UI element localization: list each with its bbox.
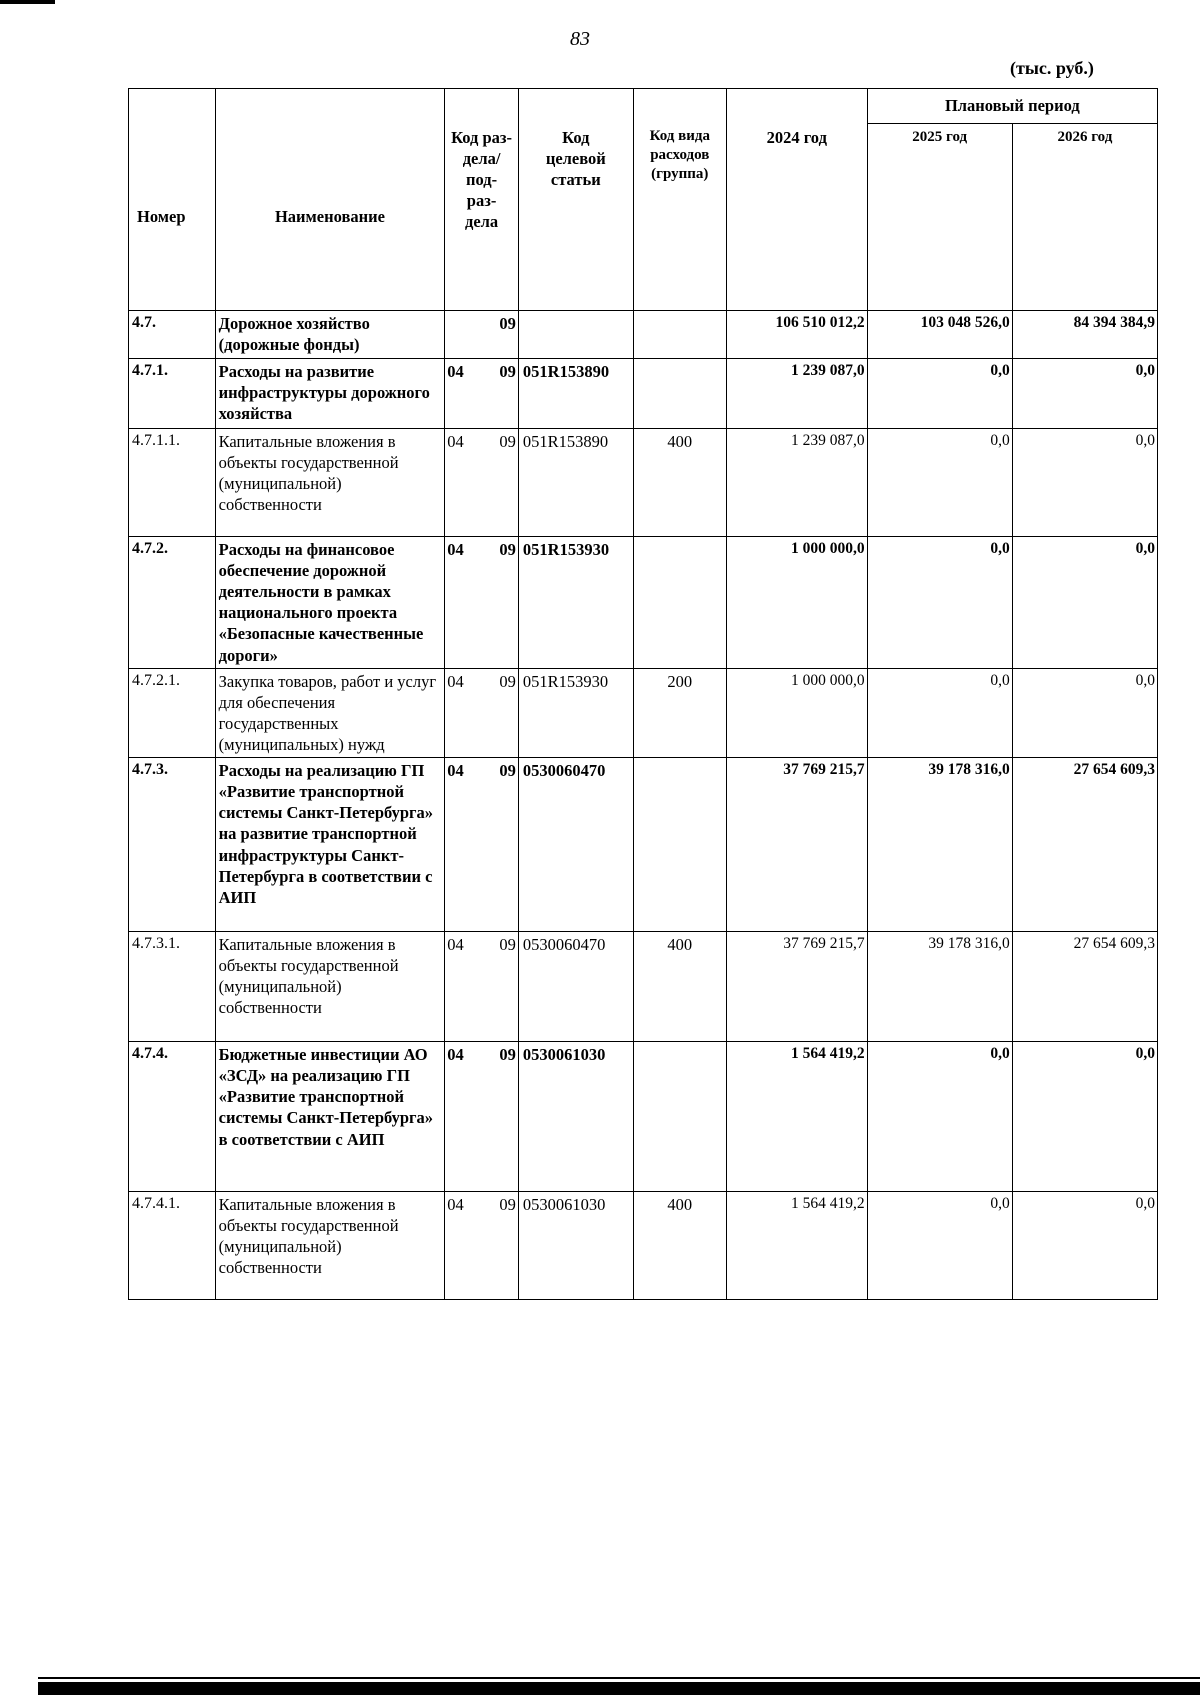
row-expense-type-code [633, 758, 726, 932]
table-header-row [129, 89, 1158, 124]
row-amount-2025: 0,0 [867, 668, 1012, 757]
header-name: Наименование [215, 89, 445, 311]
row-section-code [445, 932, 519, 1042]
header-expense-type-code [633, 89, 726, 311]
table-row [129, 932, 1158, 1042]
row-expense-type-code: 400 [633, 429, 726, 537]
row-target-code: 0530060470 [518, 758, 633, 932]
header-2026: 2026 год [1012, 124, 1157, 311]
header-section-code [445, 89, 519, 311]
row-expense-type-code: 200 [633, 668, 726, 757]
row-amount-2026: 0,0 [1012, 1042, 1157, 1192]
row-amount-2025: 0,0 [867, 359, 1012, 429]
row-section: 04 [447, 761, 464, 781]
row-amount-2024: 1 000 000,0 [726, 668, 867, 757]
row-subsection: 09 [499, 1195, 516, 1215]
row-number: 4.7.4.1. [129, 1192, 216, 1300]
row-section-code [445, 668, 519, 757]
row-subsection: 09 [499, 314, 516, 333]
units-label: (тыс. руб.) [1010, 58, 1094, 78]
row-expense-type-code: 400 [633, 1192, 726, 1300]
row-amount-2026: 27 654 609,3 [1012, 758, 1157, 932]
row-amount-2026: 0,0 [1012, 359, 1157, 429]
table-row [129, 359, 1158, 429]
page-number: 83 [570, 28, 590, 50]
header-target-code-text: Код целевой статьи [545, 128, 606, 190]
table-row [129, 537, 1158, 669]
row-amount-2025: 39 178 316,0 [867, 758, 1012, 932]
row-subsection: 09 [499, 1045, 516, 1065]
row-amount-2026: 27 654 609,3 [1012, 932, 1157, 1042]
header-target-code [518, 89, 633, 311]
row-target-code: 051R153890 [518, 359, 633, 429]
row-section: 04 [447, 1045, 464, 1065]
row-target-code: 0530061030 [518, 1192, 633, 1300]
row-amount-2026: 0,0 [1012, 668, 1157, 757]
row-section-code [445, 1192, 519, 1300]
row-amount-2024: 106 510 012,2 [726, 311, 867, 359]
row-number: 4.7.2.1. [129, 668, 216, 757]
header-number: Номер [129, 89, 216, 311]
table-row [129, 668, 1158, 757]
row-subsection: 09 [499, 362, 516, 381]
row-section: 04 [447, 362, 464, 381]
row-amount-2024: 1 564 419,2 [726, 1192, 867, 1300]
row-name: Расходы на развитие инфраструктуры дорожного хозяйства [215, 359, 445, 429]
table-body [129, 311, 1158, 1300]
row-number: 4.7.1.1. [129, 429, 216, 537]
row-amount-2024: 37 769 215,7 [726, 758, 867, 932]
row-section-code [445, 311, 519, 359]
header-plan-period: Плановый период [867, 89, 1157, 124]
row-amount-2025: 39 178 316,0 [867, 932, 1012, 1042]
row-subsection: 09 [499, 761, 516, 781]
row-amount-2026: 0,0 [1012, 1192, 1157, 1300]
row-number: 4.7. [129, 311, 216, 359]
table-row [129, 758, 1158, 932]
table-row [129, 1042, 1158, 1192]
row-section: 04 [447, 432, 464, 451]
row-expense-type-code: 400 [633, 932, 726, 1042]
row-name: Закупка товаров, работ и услуг для обеспечения государственных (муниципальных) нужд [215, 668, 445, 757]
row-expense-type-code [633, 537, 726, 669]
row-name: Расходы на финансовое обеспечение дорожной деятельности в рамках национального проекта «Безопасные качественные дороги» [215, 537, 445, 669]
row-subsection: 09 [499, 671, 516, 691]
row-target-code: 0530060470 [518, 932, 633, 1042]
row-amount-2024: 37 769 215,7 [726, 932, 867, 1042]
row-subsection: 09 [499, 935, 516, 955]
header-2024: 2024 год [726, 89, 867, 311]
row-section-code [445, 537, 519, 669]
row-name: Дорожное хозяйство (дорожные фонды) [215, 311, 445, 359]
row-subsection: 09 [499, 432, 516, 451]
row-section-code [445, 429, 519, 537]
row-amount-2025: 0,0 [867, 537, 1012, 669]
row-section: 04 [447, 540, 464, 559]
row-name: Капитальные вложения в объекты государственной (муниципальной) собственности [215, 932, 445, 1042]
row-number: 4.7.4. [129, 1042, 216, 1192]
row-name: Расходы на реализацию ГП «Развитие транспортной системы Санкт-Петербурга» на развитие транспортной инфраструктуры Санкт-Петербурга в соответствии с АИП [215, 758, 445, 932]
scan-bottom-bar [38, 1682, 1200, 1695]
row-target-code: 051R153930 [518, 537, 633, 669]
row-number: 4.7.2. [129, 537, 216, 669]
row-number: 4.7.3. [129, 758, 216, 932]
row-target-code: 0530061030 [518, 1042, 633, 1192]
table-row [129, 311, 1158, 359]
row-amount-2026: 0,0 [1012, 429, 1157, 537]
row-number: 4.7.1. [129, 359, 216, 429]
row-section-code [445, 1042, 519, 1192]
header-2025: 2025 год [867, 124, 1012, 311]
row-expense-type-code [633, 1042, 726, 1192]
row-target-code: 051R153930 [518, 668, 633, 757]
budget-table [128, 88, 1158, 1300]
row-amount-2024: 1 239 087,0 [726, 429, 867, 537]
row-section: 04 [447, 1195, 464, 1215]
row-section: 04 [447, 671, 464, 691]
row-target-code: 051R153890 [518, 429, 633, 537]
row-amount-2025: 0,0 [867, 1192, 1012, 1300]
row-amount-2025: 0,0 [867, 429, 1012, 537]
row-expense-type-code [633, 359, 726, 429]
row-amount-2024: 1 239 087,0 [726, 359, 867, 429]
table-row [129, 1192, 1158, 1300]
header-section-code-text: Код раз- дела/ под- раз- дела [451, 128, 513, 232]
row-amount-2025: 0,0 [867, 1042, 1012, 1192]
scan-corner-mark [0, 0, 55, 4]
row-section-code [445, 359, 519, 429]
row-section-code [445, 758, 519, 932]
row-expense-type-code [633, 311, 726, 359]
row-section: 04 [447, 935, 464, 955]
row-amount-2024: 1 000 000,0 [726, 537, 867, 669]
row-amount-2026: 0,0 [1012, 537, 1157, 669]
row-amount-2026: 84 394 384,9 [1012, 311, 1157, 359]
row-target-code [518, 311, 633, 359]
row-amount-2025: 103 048 526,0 [867, 311, 1012, 359]
row-subsection: 09 [499, 540, 516, 559]
row-name: Капитальные вложения в объекты государственной (муниципальной) собственности [215, 429, 445, 537]
header-expense-type-code-text: Код вида расходов (группа) [649, 128, 710, 183]
row-number: 4.7.3.1. [129, 932, 216, 1042]
table-row [129, 429, 1158, 537]
row-name: Бюджетные инвестиции АО «ЗСД» на реализацию ГП «Развитие транспортной системы Санкт-Петербурга» в соответствии с АИП [215, 1042, 445, 1192]
row-name: Капитальные вложения в объекты государственной (муниципальной) собственности [215, 1192, 445, 1300]
row-amount-2024: 1 564 419,2 [726, 1042, 867, 1192]
